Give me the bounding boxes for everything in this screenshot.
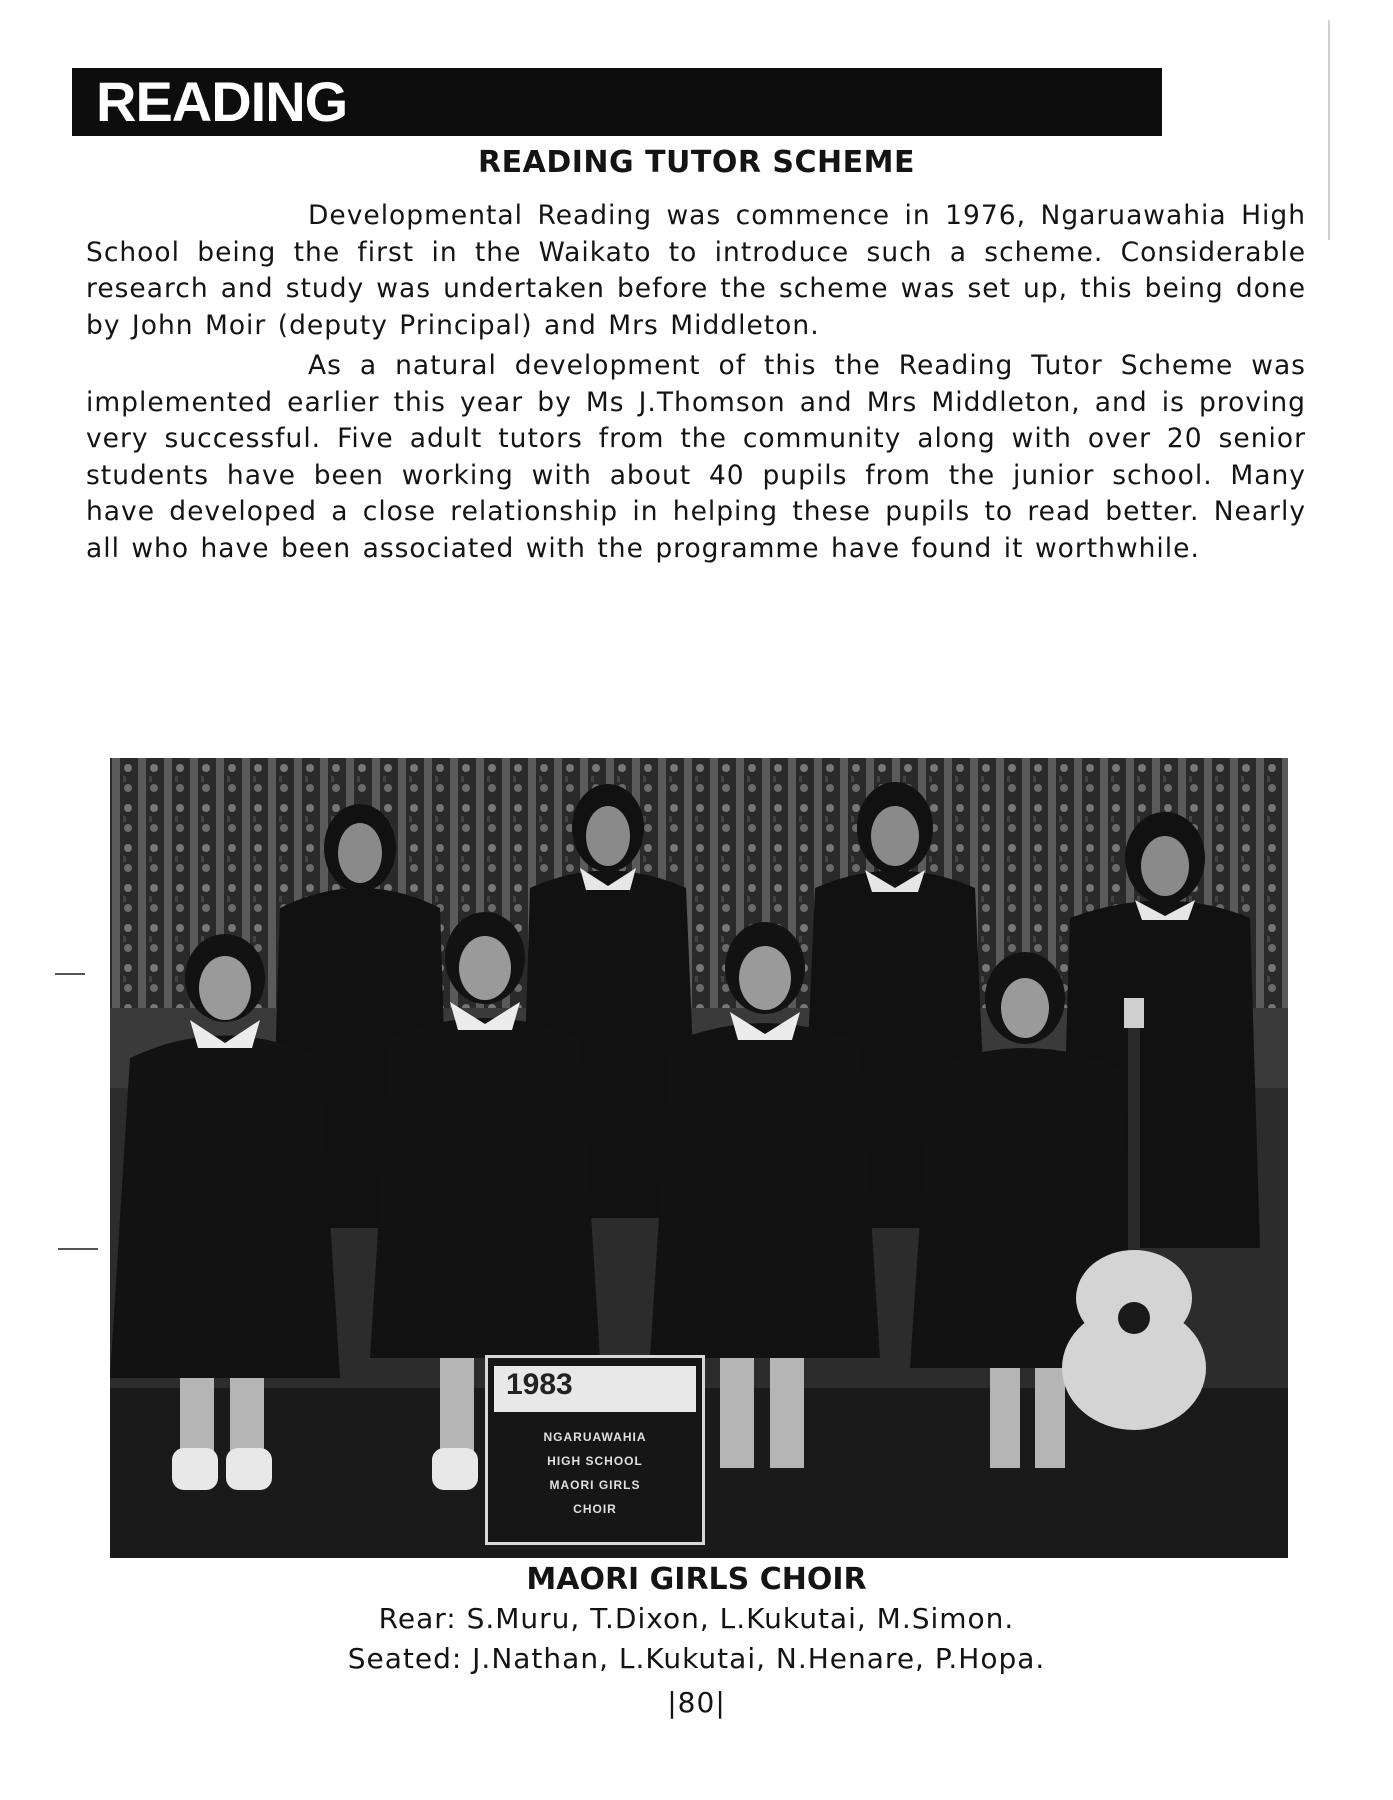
article-heading: READING TUTOR SCHEME <box>478 145 915 180</box>
paragraph: As a natural development of this the Reading Tutor Scheme was implemented earlier this year by Ms J.Thomson and Mrs Middleton, and is proving very successful. Five adult tutors from the community along with over 20 senior students have been working with about 40 pupils from the junior school. Many have developed a close relationship in helping these pupils to read better. Nearly all who have been associated with the programme have found it worthwhile. <box>86 350 1306 564</box>
caption-title: MAORI GIRLS CHOIR <box>526 1562 867 1597</box>
page-number: |80| <box>667 1686 726 1719</box>
sign-year-strip <box>494 1366 696 1412</box>
caption-rear: Rear: S.Muru, T.Dixon, L.Kukutai, M.Simon. <box>378 1602 1015 1635</box>
sign-line: CHOIR <box>573 1502 617 1516</box>
section-title: READING <box>96 70 348 133</box>
caption-seated: Seated: J.Nathan, L.Kukutai, N.Henare, P.Hopa. <box>347 1642 1046 1675</box>
margin-mark <box>55 973 85 975</box>
scan-edge <box>1328 20 1330 240</box>
sign-year: 1983 <box>506 1368 573 1401</box>
sign-line: NGARUAWAHIA <box>543 1430 647 1444</box>
sign-line: HIGH SCHOOL <box>547 1454 643 1468</box>
article-body <box>86 198 1306 571</box>
choir-photo <box>110 758 1288 1558</box>
section-banner <box>72 68 1162 136</box>
sign-line: MAORI GIRLS <box>549 1478 641 1492</box>
choir-sign <box>485 1355 705 1545</box>
margin-mark <box>58 1248 98 1250</box>
paragraph: Developmental Reading was commence in 1976, Ngaruawahia High School being the first in the Waikato to introduce such a scheme. Considerable research and study was undertaken before the scheme was set up, this being done by John Moir (deputy Principal) and Mrs Middleton. <box>86 200 1306 341</box>
